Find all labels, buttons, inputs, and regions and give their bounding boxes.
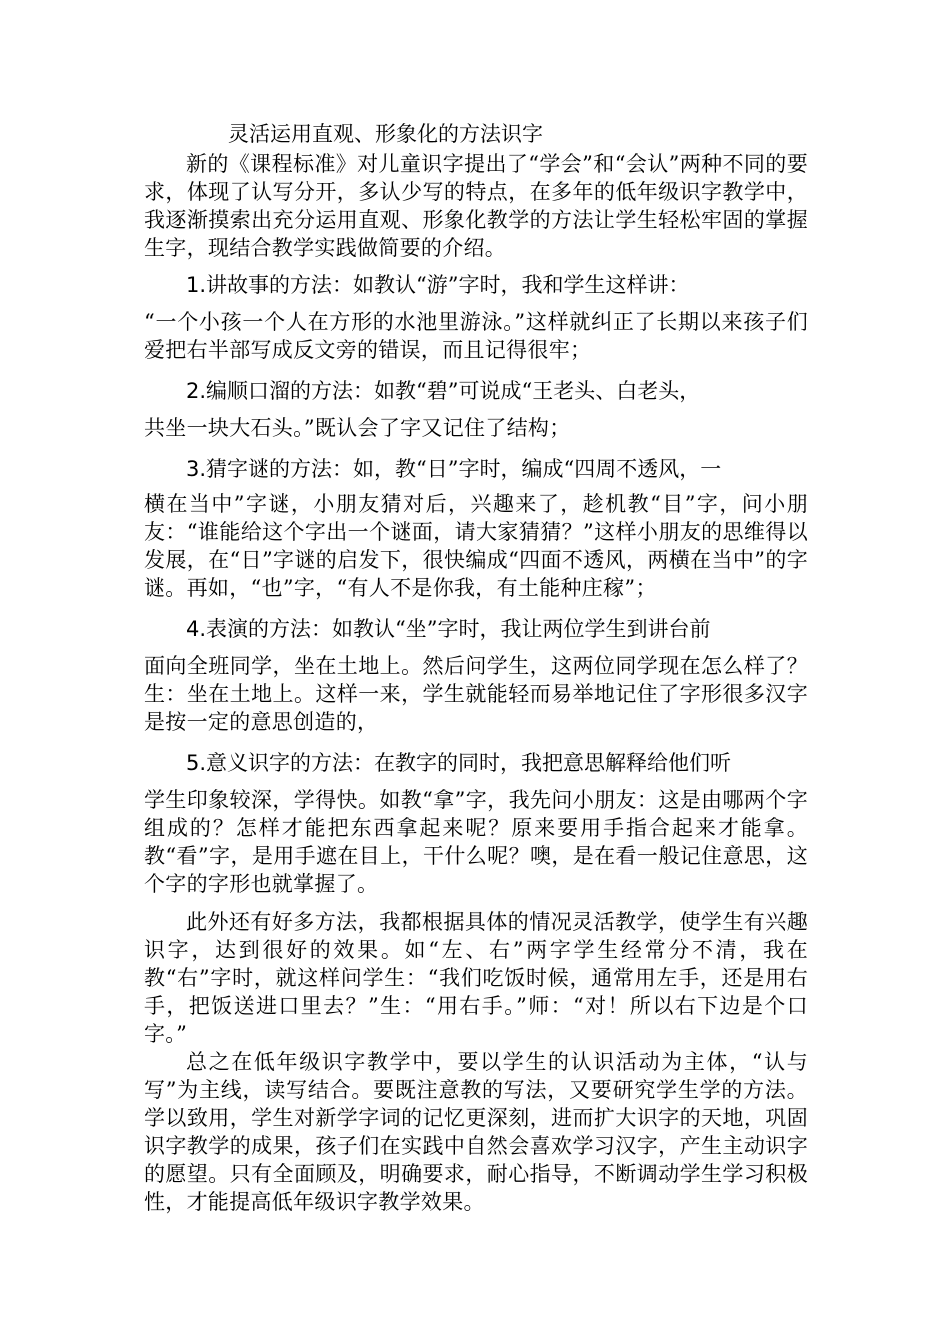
method-item-head-text: 意义识字的方法：在教字的同时，我把意思解释给他们听 (206, 751, 732, 775)
method-item-1 (144, 268, 808, 364)
conclusion-paragraph: 总之在低年级识字教学中，要以学生的认识活动为主体，“认与写”为主线，读写结合。要既注意教的写法，又要研究学生学的方法。学以致用，学生对新学字词的记忆更深刻，进而扩大识字的天地，巩固识字教学的成果，孩子们在实践中自然会喜欢学习汉字，产生主动识字的愿望。只有全面顾及，明确要求，耐心指导，不断调动学生学习积极性，才能提高低年级识字教学效果。 (144, 1050, 808, 1214)
method-item-5 (144, 746, 808, 898)
method-item-head-text: 猜字谜的方法：如，教“日”字时，编成“四周不透风，一 (206, 457, 722, 481)
method-item-3 (144, 452, 808, 602)
method-item-head (144, 374, 808, 408)
method-item-number: 5. (186, 751, 207, 775)
method-item-head (144, 268, 808, 302)
method-item-head-text: 编顺口溜的方法：如教“碧”可说成“王老头、白老头， (206, 379, 701, 403)
method-item-head (144, 612, 808, 646)
method-item-body: 横在当中”字谜，小朋友猜对后，兴趣来了，趁机教“目”字，问小朋友：“谁能给这个字出一个谜面，请大家猜猜？”这样小朋友的思维得以发展，在“日”字谜的启发下，很快编成“四面不透风，两横在当中”的字谜。再如，“也”字，“有人不是你我，有土能种庄稼”； (144, 492, 808, 600)
method-item-body: 学生印象较深，学得快。如教“拿”字，我先问小朋友：这是由哪两个字组成的？怎样才能把东西拿起来呢？原来要用手指合起来才能拿。教“看”字，是用手遮在目上，干什么呢？噢，是在看一般记住意思，这个字的字形也就掌握了。 (144, 788, 808, 896)
method-item-head (144, 452, 808, 486)
method-item-4 (144, 612, 808, 736)
method-item-number: 3. (186, 457, 207, 481)
method-item-head-text: 讲故事的方法：如教认“游”字时，我和学生这样讲： (206, 273, 690, 297)
method-item-body: 共坐一块大石头。”既认会了字又记住了结构； (144, 416, 571, 440)
document-body (144, 118, 808, 1216)
method-item-head-text: 表演的方法：如教认“坐”字时，我让两位学生到讲台前 (206, 617, 711, 641)
method-item-number: 4. (186, 617, 207, 641)
method-item-2 (144, 374, 808, 442)
document-title: 灵活运用直观、形象化的方法识字 (228, 122, 543, 146)
extra-methods-paragraph: 此外还有好多方法，我都根据具体的情况灵活教学，使学生有兴趣识字，达到很好的效果。如“左、右”两字学生经常分不清，我在教“右”字时，就这样问学生：“我们吃饭时候，通常用左手，还是用右手，把饭送进口里去？”生：“用右手。”师：“对！所以右下边是个口字。” (144, 910, 808, 1046)
method-item-head (144, 746, 808, 780)
method-item-number: 1. (186, 273, 207, 297)
method-item-body: 面向全班同学，坐在土地上。然后问学生，这两位同学现在怎么样了？生：坐在土地上。这样一来，学生就能轻而易举地记住了字形很多汉字是按一定的意思创造的， (144, 654, 808, 734)
intro-paragraph: 新的《课程标准》对儿童识字提出了“学会”和“会认”两种不同的要求，体现了认写分开，多认少写的特点，在多年的低年级识字教学中，我逐渐摸索出充分运用直观、形象化教学的方法让学生轻松牢固的掌握生字，现结合教学实践做简要的介绍。 (144, 152, 808, 260)
method-item-number: 2. (186, 379, 207, 403)
method-item-body: “一个小孩一个人在方形的水池里游泳。”这样就纠正了长期以来孩子们爱把右半部写成反文旁的错误，而且记得很牢； (144, 310, 808, 362)
